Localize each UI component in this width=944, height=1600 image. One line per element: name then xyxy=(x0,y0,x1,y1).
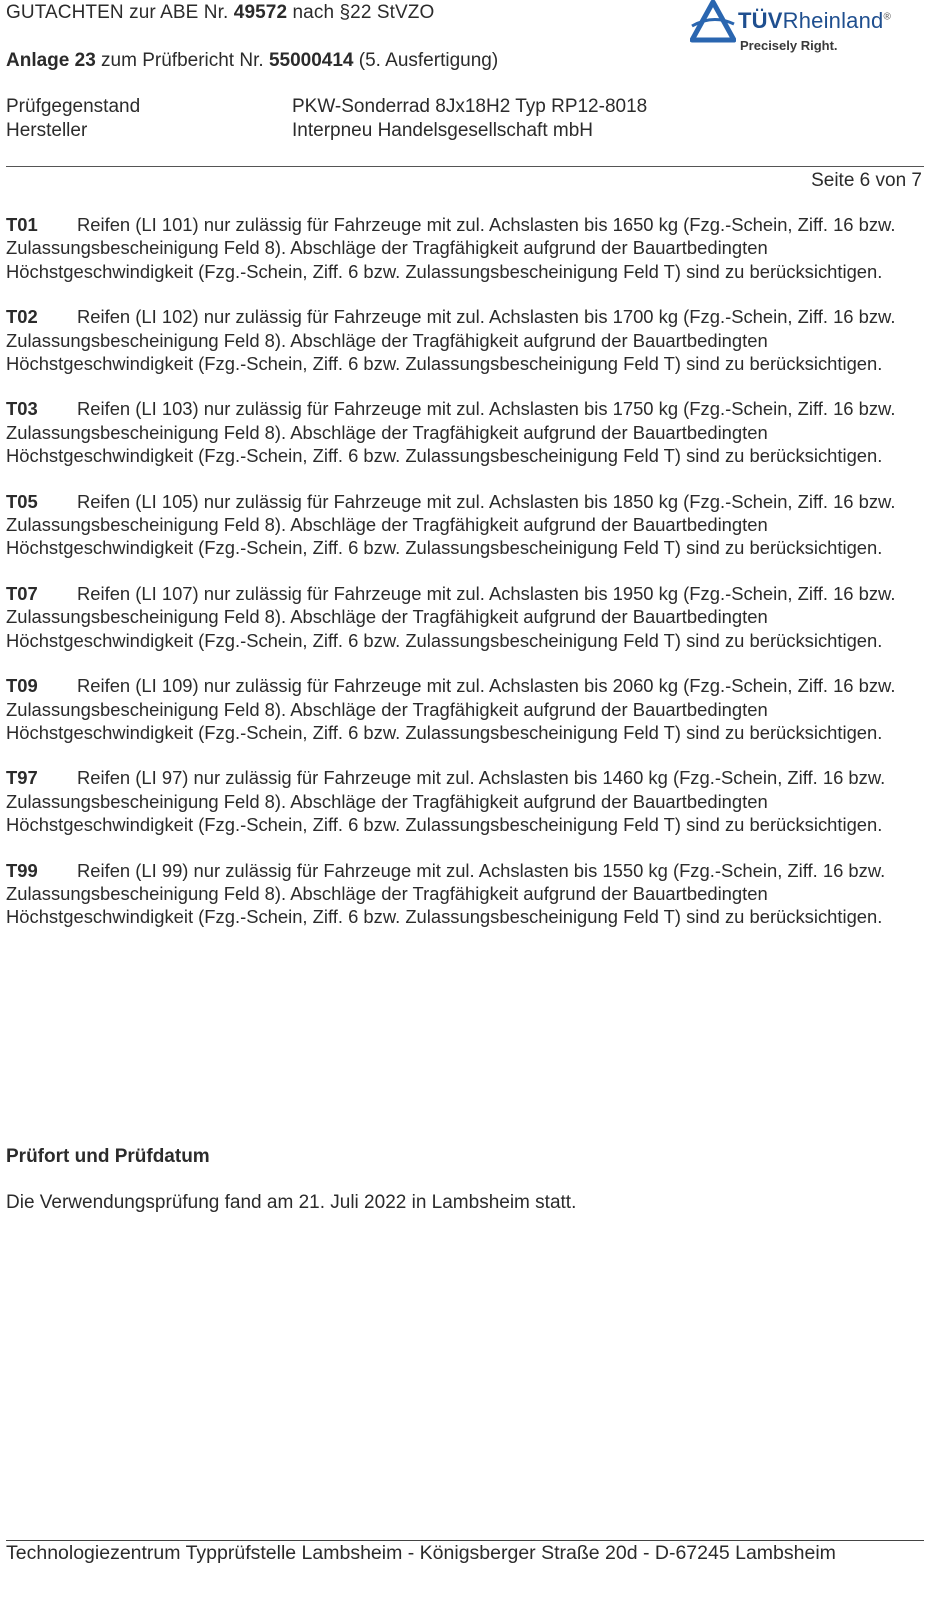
attachment-mid: zum Prüfbericht Nr. xyxy=(95,50,269,71)
title-suffix: nach §22 StVZO xyxy=(287,2,435,23)
manufacturer-label: Hersteller xyxy=(6,120,88,141)
note-text: Reifen (LI 105) nur zulässig für Fahrzeuge mit zul. Achslasten bis 1850 kg (Fzg.-Schein, Ziff. 16 bzw. Zulassungsbescheinigung Feld 8). Abschläge der Tragfähigkeit aufgrund der Bauartbedingten Höchstgeschwindigkeit (Fzg.-Schein, Ziff. 6 bzw. Zulassungsbescheinigung Feld T) sind zu berücksichtigen. xyxy=(6,490,896,559)
footer-divider xyxy=(6,1540,924,1541)
note-code: T02 xyxy=(6,306,38,328)
title-prefix: GUTACHTEN zur ABE Nr. xyxy=(6,2,234,23)
note-text: Reifen (LI 101) nur zulässig für Fahrzeuge mit zul. Achslasten bis 1650 kg (Fzg.-Schein, Ziff. 16 bzw. Zulassungsbescheinigung Feld 8). Abschläge der Tragfähigkeit aufgrund der Bauartbedingten Höchstgeschwindigkeit (Fzg.-Schein, Ziff. 6 bzw. Zulassungsbescheinigung Feld T) sind zu berücksichtigen. xyxy=(6,214,896,282)
note-item xyxy=(6,397,922,467)
note-code: T07 xyxy=(6,582,38,604)
attachment-line xyxy=(6,50,498,72)
header-divider xyxy=(6,166,924,167)
note-code: T03 xyxy=(6,398,38,420)
note-code: T09 xyxy=(6,675,38,697)
attachment-prefix: Anlage xyxy=(6,50,75,71)
subject-value: PKW-Sonderrad 8Jx18H2 Typ RP12-8018 xyxy=(292,96,648,117)
attachment-suffix: (5. Ausfertigung) xyxy=(353,50,499,71)
note-code: T97 xyxy=(6,767,38,789)
logo-brand-rest: Rheinland xyxy=(782,8,884,33)
logo-brand-bold: TÜV xyxy=(738,8,783,33)
attachment-number: 23 xyxy=(74,50,96,71)
subject-row xyxy=(6,96,647,118)
manufacturer-row xyxy=(6,120,593,142)
abe-number: 49572 xyxy=(233,2,288,23)
note-item xyxy=(6,490,922,560)
page-number: Seite 6 von 7 xyxy=(811,170,922,191)
note-text: Reifen (LI 97) nur zulässig für Fahrzeuge mit zul. Achslasten bis 1460 kg (Fzg.-Schein, Ziff. 16 bzw. Zulassungsbescheinigung Feld 8). Abschläge der Tragfähigkeit aufgrund der Bauartbedingten Höchstgeschwindigkeit (Fzg.-Schein, Ziff. 6 bzw. Zulassungsbescheinigung Feld T) sind zu berücksichtigen. xyxy=(6,767,886,836)
report-number: 55000414 xyxy=(268,50,354,71)
note-code: T05 xyxy=(6,490,38,512)
note-text: Reifen (LI 103) nur zulässig für Fahrzeuge mit zul. Achslasten bis 1750 kg (Fzg.-Schein, Ziff. 16 bzw. Zulassungsbescheinigung Feld 8). Abschläge der Tragfähigkeit aufgrund der Bauartbedingten Höchstgeschwindigkeit (Fzg.-Schein, Ziff. 6 bzw. Zulassungsbescheinigung Feld T) sind zu berücksichtigen. xyxy=(6,398,896,467)
note-item xyxy=(6,582,922,652)
note-text: Reifen (LI 99) nur zulässig für Fahrzeuge mit zul. Achslasten bis 1550 kg (Fzg.-Schein, Ziff. 16 bzw. Zulassungsbescheinigung Feld 8). Abschläge der Tragfähigkeit aufgrund der Bauartbedingten Höchstgeschwindigkeit (Fzg.-Schein, Ziff. 6 bzw. Zulassungsbescheinigung Feld T) sind zu berücksichtigen. xyxy=(6,859,886,928)
triangle-logo-icon xyxy=(690,0,736,44)
note-item xyxy=(6,766,922,836)
section-title: Prüfort und Prüfdatum xyxy=(6,1146,210,1167)
section-text: Die Verwendungsprüfung fand am 21. Juli 2022 in Lambsheim statt. xyxy=(6,1192,577,1213)
notes-list xyxy=(6,213,922,951)
note-item xyxy=(6,213,922,283)
tuv-logo xyxy=(690,0,940,60)
subject-label: Prüfgegenstand xyxy=(6,96,141,117)
note-item xyxy=(6,674,922,744)
note-text: Reifen (LI 107) nur zulässig für Fahrzeuge mit zul. Achslasten bis 1950 kg (Fzg.-Schein, Ziff. 16 bzw. Zulassungsbescheinigung Feld 8). Abschläge der Tragfähigkeit aufgrund der Bauartbedingten Höchstgeschwindigkeit (Fzg.-Schein, Ziff. 6 bzw. Zulassungsbescheinigung Feld T) sind zu berücksichtigen. xyxy=(6,582,896,651)
logo-slogan: Precisely Right. xyxy=(740,38,838,53)
footer-address: Technologiezentrum Typprüfstelle Lambsheim - Königsberger Straße 20d - D-67245 Lambsheim xyxy=(6,1542,836,1564)
registered-mark: ® xyxy=(883,11,892,23)
note-code: T01 xyxy=(6,214,38,235)
manufacturer-value: Interpneu Handelsgesellschaft mbH xyxy=(292,120,594,141)
report-title xyxy=(6,2,434,24)
note-text: Reifen (LI 102) nur zulässig für Fahrzeuge mit zul. Achslasten bis 1700 kg (Fzg.-Schein, Ziff. 16 bzw. Zulassungsbescheinigung Feld 8). Abschläge der Tragfähigkeit aufgrund der Bauartbedingten Höchstgeschwindigkeit (Fzg.-Schein, Ziff. 6 bzw. Zulassungsbescheinigung Feld T) sind zu berücksichtigen. xyxy=(6,306,896,375)
note-item xyxy=(6,305,922,375)
note-item xyxy=(6,859,922,929)
logo-brand xyxy=(738,8,891,34)
note-code: T99 xyxy=(6,859,38,881)
note-text: Reifen (LI 109) nur zulässig für Fahrzeuge mit zul. Achslasten bis 2060 kg (Fzg.-Schein, Ziff. 16 bzw. Zulassungsbescheinigung Feld 8). Abschläge der Tragfähigkeit aufgrund der Bauartbedingten Höchstgeschwindigkeit (Fzg.-Schein, Ziff. 6 bzw. Zulassungsbescheinigung Feld T) sind zu berücksichtigen. xyxy=(6,675,896,743)
